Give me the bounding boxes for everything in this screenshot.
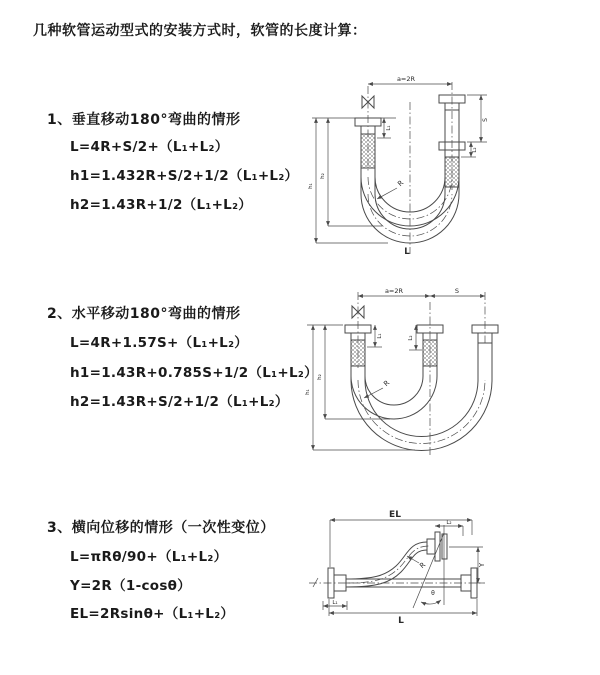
hose-centerline-arc — [358, 380, 485, 444]
flange — [435, 532, 440, 561]
dim-label-l2: L₂ — [446, 520, 452, 526]
braided-hose-section — [445, 157, 459, 187]
flange-neck — [427, 539, 435, 554]
formula-s1-L: L=4R+S/2+（L₁+L₂） — [70, 139, 229, 155]
hose-outline — [351, 366, 437, 419]
dim-label-l2: L₂ — [408, 335, 414, 341]
formula-s1-h1: h1=1.432R+S/2+1/2（L₁+L₂） — [70, 168, 299, 184]
dim-label-r: R — [382, 378, 392, 389]
dim-label-h2: h₂ — [317, 374, 323, 380]
dim-label-l: L — [404, 247, 410, 257]
hose-outline — [365, 366, 423, 405]
braided-hose-section — [361, 134, 375, 168]
hose-centerline — [346, 546, 429, 583]
braided-hose-section — [423, 340, 437, 366]
dim-label-theta: θ — [431, 590, 435, 597]
dim-label-r: R — [418, 560, 428, 571]
formula-s3-L: L=πRθ/90+（L₁+L₂） — [70, 549, 228, 565]
dim-label-h1: h₁ — [305, 389, 311, 395]
dim-label-l2: L₂ — [472, 147, 478, 153]
break-mark — [313, 578, 318, 587]
formula-s3-Y: Y=2R（1-cosθ） — [70, 578, 192, 594]
dim-label-s: S — [482, 118, 489, 122]
section-1-heading: 1、垂直移动180°弯曲的情形 — [47, 112, 241, 128]
diagram-lateral-displacement — [295, 505, 595, 645]
formula-s2-h2: h2=1.43R+S/2+1/2（L₁+L₂） — [70, 394, 289, 410]
radius-line — [413, 533, 444, 608]
dim-label-h1: h₁ — [308, 183, 314, 189]
hose-outline — [346, 550, 427, 587]
dim-label-l: L — [398, 616, 404, 626]
section-2-heading: 2、水平移动180°弯曲的情形 — [47, 306, 241, 322]
dim-label-r: R — [396, 178, 406, 189]
diagram-vertical-180-bend — [300, 72, 595, 262]
dim-label-l1: L₁ — [377, 333, 383, 339]
dim-label-y: Y — [478, 562, 486, 568]
radius-leader — [377, 188, 397, 199]
flange — [442, 534, 447, 559]
section-3-heading: 3、横向位移的情形（一次性变位） — [47, 520, 275, 536]
formula-s3-EL: EL=2Rsinθ+（L₁+L₂） — [70, 606, 235, 622]
dim-label-h2: h₂ — [320, 173, 326, 179]
dim-label-l1: L₁ — [332, 600, 338, 606]
page-title: 几种软管运动型式的安装方式时，软管的长度计算： — [33, 23, 367, 39]
diagram-horizontal-180-bend — [295, 280, 600, 462]
formula-s2-L: L=4R+1.57S+（L₁+L₂） — [70, 335, 249, 351]
dim-label-a2r: a=2R — [384, 287, 404, 295]
dim-label-s: S — [454, 287, 460, 295]
dim-label-el: EL — [389, 510, 401, 520]
dim-label-l1: L₁ — [386, 125, 392, 131]
dim-label-a2r: a=2R — [396, 75, 416, 83]
braided-hose-section — [351, 340, 365, 366]
hose-outline — [365, 343, 478, 437]
formula-s1-h2: h2=1.43R+1/2（L₁+L₂） — [70, 197, 253, 213]
angle-arc — [421, 600, 441, 604]
formula-s2-h1: h1=1.43R+0.785S+1/2（L₁+L₂） — [70, 365, 318, 381]
hose-outline — [351, 343, 492, 450]
